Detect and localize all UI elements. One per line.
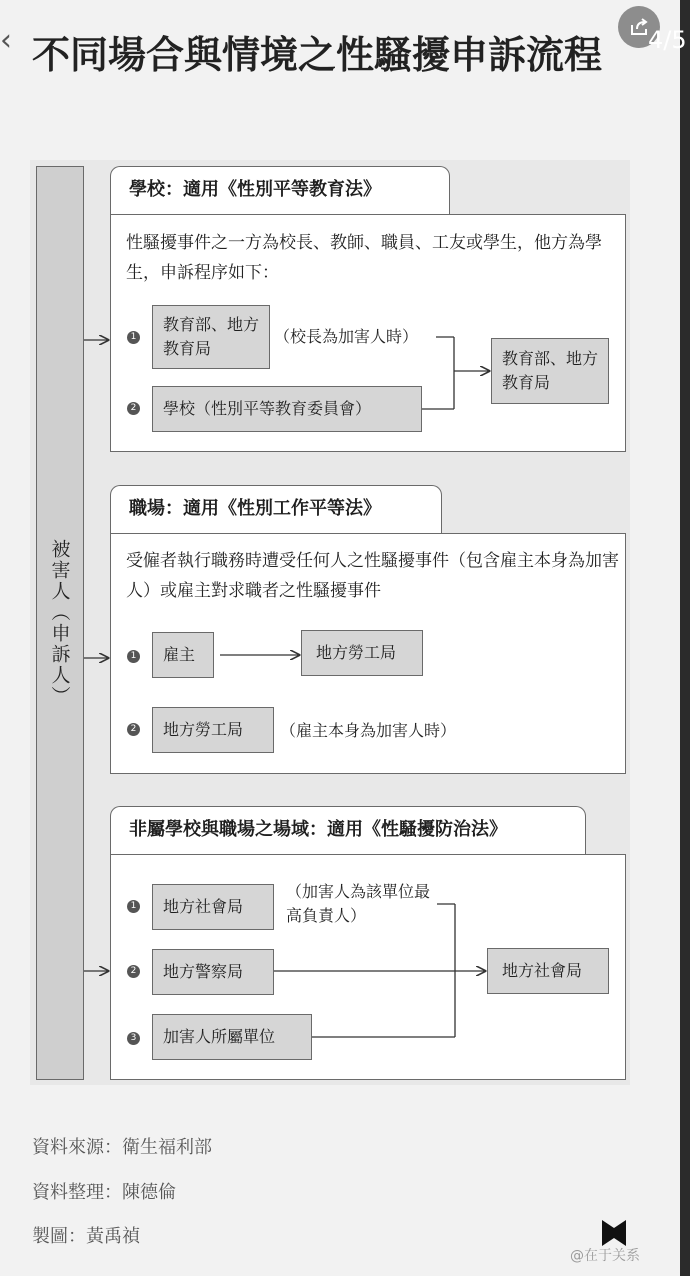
- workplace-step2-note: （雇主本身為加害人時）: [280, 721, 457, 740]
- watermark: @在于关系: [570, 1248, 640, 1264]
- page-counter: 4/5: [648, 26, 687, 54]
- workplace-step1-node: 雇主: [152, 632, 214, 678]
- school-step2-number: 2: [127, 402, 140, 415]
- school-step1-node: 教育部、地方教育局: [152, 305, 270, 369]
- credit-compiled: 資料整理：陳德倫: [32, 1182, 176, 1203]
- workplace-step2-number: 2: [127, 723, 140, 736]
- credit-graphics: 製圖：黃禹禎: [32, 1226, 140, 1247]
- school-step1-note: （校長為加害人時）: [274, 327, 419, 346]
- school-description: 性騷擾事件之一方為校長、教師、職員、工友或學生，他方為學生，申訴程序如下：: [126, 233, 602, 283]
- other-step2-node: 地方警察局: [152, 949, 274, 995]
- other-step2-number: 2: [127, 965, 140, 978]
- other-step1-note: （加害人為該單位最高負責人）: [286, 882, 431, 925]
- other-step1-node: 地方社會局: [152, 884, 274, 930]
- other-step3-number: 3: [127, 1032, 140, 1045]
- school-tab: 學校：適用《性別平等教育法》: [110, 166, 450, 216]
- victim-label: 被害人（申訴人）: [48, 539, 71, 707]
- page-title: 不同場合與情境之性騷擾申訴流程: [32, 33, 603, 77]
- other-target-node: 地方社會局: [487, 948, 609, 994]
- other-tab: 非屬學校與職場之場域：適用《性騷擾防治法》: [110, 806, 586, 856]
- workplace-step2-node: 地方勞工局: [152, 707, 274, 753]
- workplace-description: 受僱者執行職務時遭受任何人之性騷擾事件（包含雇主本身為加害人）或雇主對求職者之性騷擾事件: [126, 551, 619, 601]
- workplace-step1-target: 地方勞工局: [301, 630, 423, 676]
- school-step1-number: 1: [127, 331, 140, 344]
- chevron-left-icon[interactable]: ‹: [0, 23, 12, 58]
- publisher-logo-icon: [600, 1218, 628, 1248]
- other-step1-number: 1: [127, 900, 140, 913]
- other-step3-node: 加害人所屬單位: [152, 1014, 312, 1060]
- school-target-node: 教育部、地方教育局: [491, 338, 609, 404]
- school-step2-node: 學校（性別平等教育委員會）: [152, 386, 422, 432]
- credit-source: 資料來源：衛生福利部: [32, 1137, 212, 1158]
- workplace-tab: 職場：適用《性別工作平等法》: [110, 485, 442, 535]
- workplace-step1-number: 1: [127, 650, 140, 663]
